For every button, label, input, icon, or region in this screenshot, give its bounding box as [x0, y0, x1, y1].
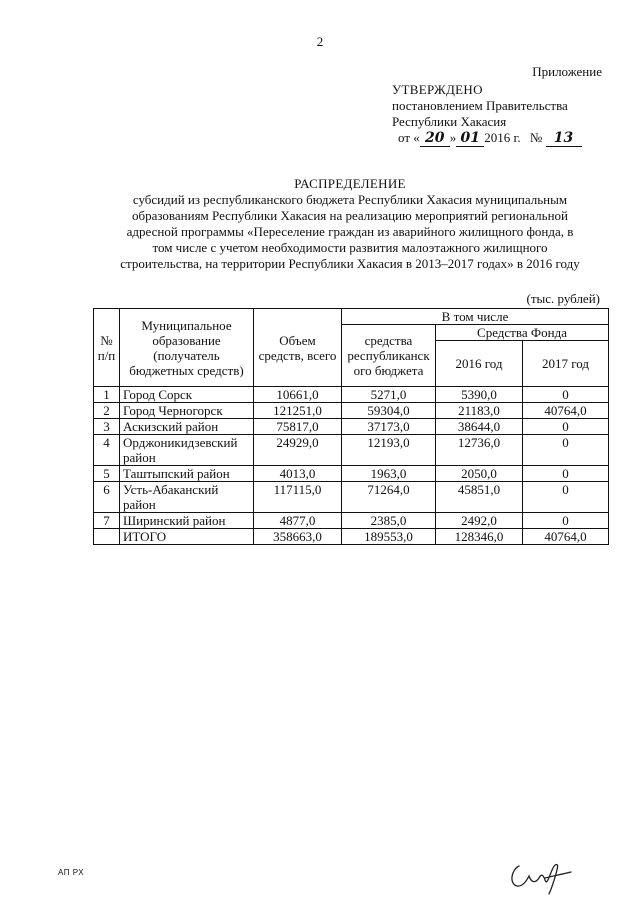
footer-code: АП РХ: [58, 868, 85, 877]
header-2016: 2016 год: [436, 341, 523, 387]
row-name: Аскизский район: [120, 419, 254, 435]
row-name: Таштыпский район: [120, 466, 254, 482]
row-total: 75817,0: [254, 419, 342, 435]
row-2017: 40764,0: [523, 403, 609, 419]
approval-number-label: №: [529, 130, 543, 145]
row-2017: 0: [523, 435, 609, 466]
row-2017: 0: [523, 466, 609, 482]
row-2016: 45851,0: [436, 482, 523, 513]
header-fund: Средства Фонда: [436, 325, 609, 341]
row-republic: 59304,0: [342, 403, 436, 419]
row-name: Орджоникидзевский район: [120, 435, 254, 466]
row-2016: 12736,0: [436, 435, 523, 466]
row-num: 7: [94, 513, 120, 529]
table-row: [94, 435, 609, 466]
row-2017: 0: [523, 513, 609, 529]
header-including: В том числе: [342, 309, 609, 325]
total-2016: 128346,0: [436, 529, 523, 545]
approval-block: [392, 82, 582, 147]
page-number: 2: [316, 34, 324, 49]
total-label: ИТОГО: [120, 529, 254, 545]
row-2016: 5390,0: [436, 387, 523, 403]
row-name: Город Сорск: [120, 387, 254, 403]
row-republic: 5271,0: [342, 387, 436, 403]
total-2017: 40764,0: [523, 529, 609, 545]
row-republic: 71264,0: [342, 482, 436, 513]
approval-year: 2016 г.: [484, 130, 521, 145]
row-total: 10661,0: [254, 387, 342, 403]
row-republic: 1963,0: [342, 466, 436, 482]
row-2017: 0: [523, 387, 609, 403]
row-name: Усть-Абаканский район: [120, 482, 254, 513]
document-subtitle: [80, 192, 620, 272]
table-row: [94, 466, 609, 482]
row-num: 5: [94, 466, 120, 482]
table-row: [94, 387, 609, 403]
subtitle-line: субсидий из республиканского бюджета Республики Хакасия муниципальным: [132, 192, 568, 207]
header-republic-budget: средства республиканск ого бюджета: [342, 325, 436, 387]
appendix-label: Приложение: [532, 64, 602, 79]
row-2017: 0: [523, 482, 609, 513]
row-2016: 2050,0: [436, 466, 523, 482]
units-label: (тыс. рублей): [526, 291, 600, 306]
row-name: Ширинский район: [120, 513, 254, 529]
header-2017: 2017 год: [523, 341, 609, 387]
row-num: 2: [94, 403, 120, 419]
row-2016: 21183,0: [436, 403, 523, 419]
signature-icon: [505, 856, 575, 896]
row-num: 6: [94, 482, 120, 513]
row-name: Город Черногорск: [120, 403, 254, 419]
table-row: [94, 513, 609, 529]
total-total: 358663,0: [254, 529, 342, 545]
subtitle-line: том числе с учетом необходимости развития малоэтажного жилищного: [152, 240, 548, 255]
approval-number: 13: [546, 130, 582, 147]
approval-month: 01: [456, 130, 484, 147]
approval-line-2: Республики Хакасия: [392, 114, 507, 129]
row-republic: 12193,0: [342, 435, 436, 466]
header-total: Объем средств, всего: [254, 309, 342, 387]
total-row: [94, 529, 609, 545]
approval-day: 20: [420, 130, 450, 147]
document-title: РАСПРЕДЕЛЕНИЕ: [294, 176, 406, 191]
row-num: 1: [94, 387, 120, 403]
row-num: 4: [94, 435, 120, 466]
table-row: [94, 419, 609, 435]
approval-date-line: [392, 130, 582, 147]
approval-line-1: постановлением Правительства: [392, 98, 568, 113]
approval-title: УТВЕРЖДЕНО: [392, 82, 483, 97]
table-row: [94, 482, 609, 513]
row-2016: 2492,0: [436, 513, 523, 529]
row-total: 4013,0: [254, 466, 342, 482]
row-total: 4877,0: [254, 513, 342, 529]
allocation-table: [93, 308, 609, 545]
row-total: 24929,0: [254, 435, 342, 466]
row-total: 121251,0: [254, 403, 342, 419]
subtitle-line: строительства, на территории Республики Хакасия в 2013–2017 годах» в 2016 году: [120, 256, 580, 271]
approval-mid: »: [449, 130, 457, 145]
row-republic: 37173,0: [342, 419, 436, 435]
row-2017: 0: [523, 419, 609, 435]
subtitle-line: образованиям Республики Хакасия на реализацию мероприятий региональной: [131, 208, 568, 223]
row-total: 117115,0: [254, 482, 342, 513]
row-republic: 2385,0: [342, 513, 436, 529]
approval-from: от «: [398, 130, 420, 145]
total-republic: 189553,0: [342, 529, 436, 545]
header-num: № п/п: [94, 309, 120, 387]
subtitle-line: адресной программы «Переселение граждан из аварийного жилищного фонда, в: [126, 224, 574, 239]
total-num: [94, 529, 120, 545]
row-2016: 38644,0: [436, 419, 523, 435]
header-municipality: Муниципальное образование (получатель бюджетных средств): [120, 309, 254, 387]
table-row: [94, 403, 609, 419]
row-num: 3: [94, 419, 120, 435]
